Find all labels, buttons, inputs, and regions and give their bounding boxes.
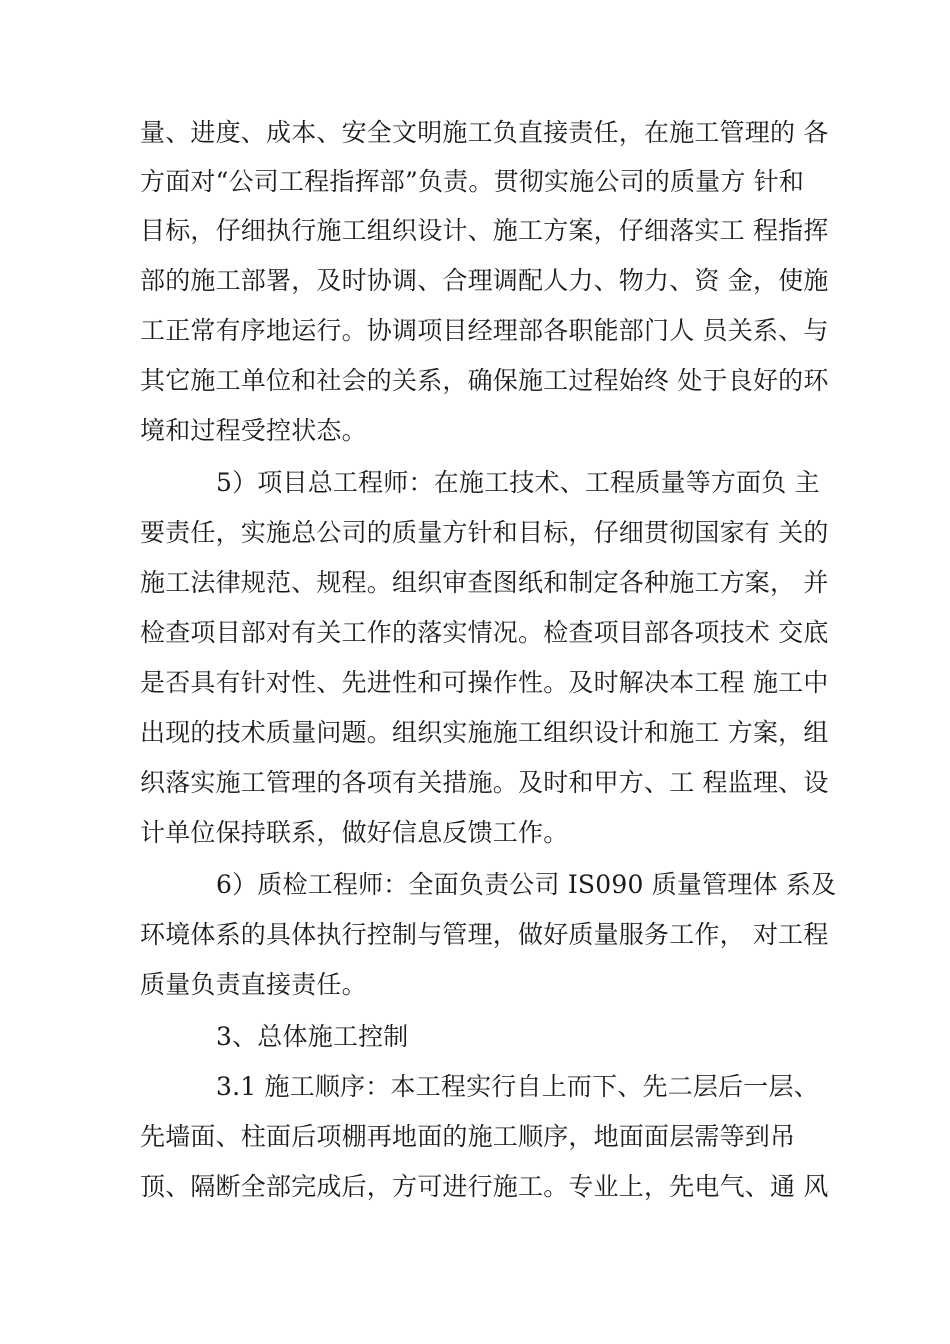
text-line: 顶、隔断全部完成后，方可进行施工。专业上，先电气、通 风 (140, 1172, 829, 1201)
text-line: 要责任，实施总公司的质量方针和目标，仔细贯彻国家有 关的 (140, 518, 829, 547)
text-line: 其它施工单位和社会的关系，确保施工过程始终 处于良好的环 (140, 366, 829, 395)
text-line: 质量负责直接责任。 (140, 970, 367, 999)
text-line: 施工法律规范、规程。组织审查图纸和制定各种施工方案， 并 (140, 568, 829, 597)
section-heading-line: 3.1 施工顺序：本工程实行自上而下、先二层后一层、 (216, 1072, 819, 1101)
section-heading-line: 5）项目总工程师：在施工技术、工程质量等方面负 主 (216, 468, 820, 497)
text-line: 环境体系的具体执行控制与管理，做好质量服务工作， 对工程 (140, 920, 829, 949)
text-line: 是否具有针对性、先进性和可操作性。及时解决本工程 施工中 (140, 668, 829, 697)
text-line: 境和过程受控状态。 (140, 416, 367, 445)
text-line: 工正常有序地运行。协调项目经理部各职能部门人 员关系、与 (140, 316, 829, 345)
text-line: 先墙面、柱面后项棚再地面的施工顺序，地面面层需等到吊 (140, 1122, 796, 1151)
text-line: 织落实施工管理的各项有关措施。及时和甲方、工 程监理、设 (140, 768, 829, 797)
text-line: 量、进度、成本、安全文明施工负直接责任，在施工管理的 各 (140, 118, 829, 147)
text-line: 部的施工部署，及时协调、合理调配人力、物力、资 金，使施 (140, 266, 829, 295)
text-line: 检查项目部对有关工作的落实情况。检查项目部各项技术 交底 (140, 618, 829, 647)
text-line: 目标，仔细执行施工组织设计、施工方案，仔细落实工 程指挥 (140, 216, 829, 245)
text-line: 方面对“公司工程指挥部”负责。贯彻实施公司的质量方 针和 (140, 167, 805, 196)
section-heading-line: 3、总体施工控制 (216, 1022, 409, 1051)
text-line: 计单位保持联系，做好信息反馈工作。 (140, 818, 569, 847)
text-line: 出现的技术质量问题。组织实施施工组织设计和施工 方案，组 (140, 718, 829, 747)
section-heading-line: 6）质检工程师：全面负责公司 IS090 质量管理体 系及 (216, 870, 837, 899)
